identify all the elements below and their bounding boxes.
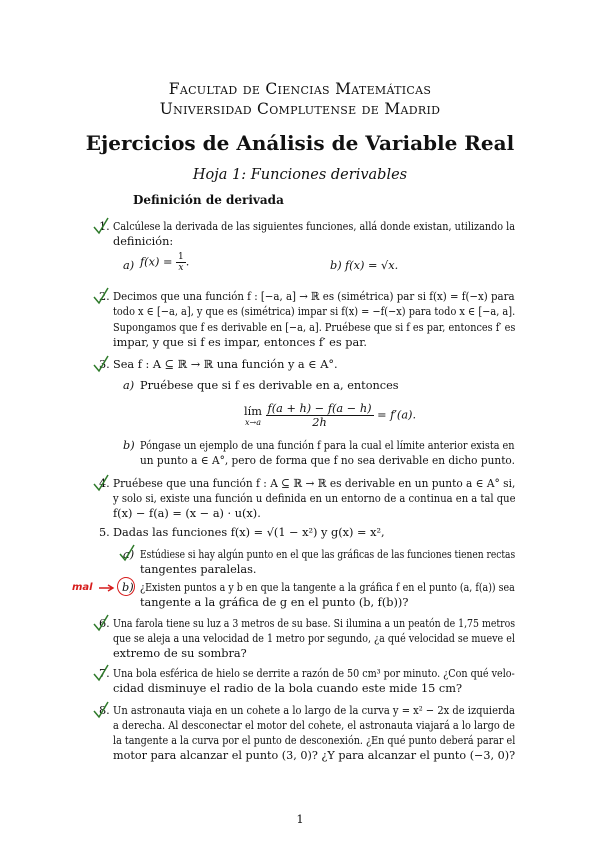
exercise-3-number: 3. bbox=[99, 358, 110, 371]
pencil-check-icon bbox=[92, 473, 112, 493]
exercise-8-line: motor para alcanzar el punto (3, 0)? ¿Y para alcanzar el punto (−3, 0)? bbox=[113, 749, 516, 762]
exercise-2-number: 2. bbox=[99, 290, 110, 303]
fraction-numerator: 1 bbox=[178, 252, 184, 262]
exercise-5b-line: ¿Existen puntos a y b en que la tangente a la gráfica f en el punto (a, f(a)) sea bbox=[140, 581, 515, 594]
limit-symbol: lím bbox=[244, 404, 262, 418]
item-label: b) bbox=[330, 259, 342, 272]
exercise-3b-line: Póngase un ejemplo de una función f para la cual el límite anterior exista en bbox=[140, 439, 515, 452]
document-title: Ejercicios de Análisis de Variable Real bbox=[85, 131, 515, 155]
exercise-3a-text: Pruébese que si f es derivable en a, entonces bbox=[140, 379, 399, 392]
limit-operator bbox=[244, 405, 262, 427]
item-label: a) bbox=[123, 259, 135, 272]
exercise-5a-line: Estúdiese si hay algún punto en el que las gráficas de las funciones tienen rectas bbox=[140, 548, 516, 561]
pencil-check-icon bbox=[92, 216, 112, 236]
exercise-1b-formula: f(x) = √x. bbox=[345, 259, 399, 272]
exercise-5a-line: tangentes paralelas. bbox=[140, 563, 257, 576]
exercise-2-line: todo x ∈ [−a, a], y que es (simétrica) impar si f(x) = −f(−x) para todo x ∈ [−a, a]. bbox=[113, 305, 516, 318]
pencil-check-icon bbox=[118, 543, 138, 563]
limit-rhs: = f′(a). bbox=[377, 408, 417, 422]
exercise-4-line: y solo si, existe una función u definida en un entorno de a continua en a tal que bbox=[113, 492, 516, 505]
exercise-7-line: cidad disminuye el radio de la bola cuando este mide 15 cm? bbox=[113, 682, 463, 695]
section-heading: Definición de derivada bbox=[133, 193, 284, 207]
exercise-6-line: que se aleja a una velocidad de 1 metro por segundo, ¿a qué velocidad se mueve el bbox=[113, 632, 515, 645]
handwritten-mal-note: mal bbox=[72, 582, 93, 593]
fraction-denominator: 2h bbox=[312, 416, 327, 429]
exercise-3-line: Sea f : A ⊆ ℝ → ℝ una función y a ∈ A°. bbox=[113, 358, 338, 371]
exercise-8-line: Un astronauta viaja en un cohete a lo largo de la curva y = x² − 2x de izquierda bbox=[113, 704, 515, 717]
sheet-subtitle: Hoja 1: Funciones derivables bbox=[192, 167, 408, 183]
exercise-3b-label: b) bbox=[123, 439, 135, 452]
exercise-2-line: Supongamos que f es derivable en [−a, a]. Pruébese que si f es par, entonces f′ es bbox=[113, 321, 516, 334]
exercise-6-line: Una farola tiene su luz a 3 metros de su base. Si ilumina a un peatón de 1,75 metros bbox=[113, 617, 516, 630]
university-name: Universidad Complutense de Madrid bbox=[159, 100, 441, 118]
exercise-7-number: 7. bbox=[99, 667, 110, 680]
pencil-check-icon bbox=[92, 354, 112, 374]
exercise-1b-label bbox=[330, 258, 342, 273]
fraction bbox=[176, 252, 186, 273]
exercise-8-line: a derecha. Al desconectar el motor del cohete, el astronauta viajará a lo largo de bbox=[113, 719, 515, 732]
exercise-1-number: 1. bbox=[99, 220, 110, 233]
exercise-1a-label bbox=[123, 258, 134, 273]
exercise-4-number: 4. bbox=[99, 477, 110, 490]
arrow-right-icon bbox=[98, 583, 116, 593]
pencil-check-icon bbox=[92, 700, 112, 720]
faculty-name: Facultad de Ciencias Matemáticas bbox=[168, 80, 432, 98]
exercise-8-number: 8. bbox=[99, 704, 110, 717]
pencil-check-icon bbox=[92, 663, 112, 683]
exercise-5b-label: b) bbox=[122, 581, 134, 594]
fraction-denominator: x bbox=[178, 263, 184, 273]
exercise-3b-line: un punto a ∈ A°, pero de forma que f no sea derivable en dicho punto. bbox=[140, 454, 515, 467]
pencil-check-icon bbox=[92, 613, 112, 633]
exercise-1-line: Calcúlese la derivada de las siguientes funciones, allá donde existan, utilizando la bbox=[113, 220, 515, 233]
exercise-6-line: extremo de su sombra? bbox=[113, 647, 247, 660]
exercise-3a-label: a) bbox=[123, 379, 135, 392]
formula-lhs: f(x) = bbox=[140, 255, 173, 269]
page-number: 1 bbox=[296, 812, 304, 826]
limit-subscript: x→a bbox=[244, 417, 261, 427]
limit-formula bbox=[244, 402, 416, 429]
exercise-4-line: Pruébese que una función f : A ⊆ ℝ → ℝ es derivable en un punto a ∈ A° si, bbox=[113, 477, 516, 490]
exercise-1-line: definición: bbox=[113, 235, 174, 248]
exercise-5-number: 5. bbox=[99, 526, 110, 539]
exercise-8-line: la tangente a la curva por el punto de desconexión. ¿En qué punto deberá parar el bbox=[113, 734, 516, 747]
limit-fraction bbox=[266, 402, 374, 429]
exercise-5b-line: tangente a la gráfica de g en el punto (b, f(b))? bbox=[140, 596, 409, 609]
exercise-6-number: 6. bbox=[99, 617, 110, 630]
fraction-numerator: f(a + h) − f(a − h) bbox=[267, 402, 372, 415]
exercise-2-line: Decimos que una función f : [−a, a] → ℝ es (simétrica) par si f(x) = f(−x) para bbox=[113, 290, 515, 303]
exercise-5-line: Dadas las funciones f(x) = √(1 − x²) y g(x) = x², bbox=[113, 526, 385, 539]
pencil-check-icon bbox=[92, 286, 112, 306]
exercise-2-line: impar, y que si f es impar, entonces f′ es par. bbox=[113, 336, 367, 349]
exercise-5a-label: a) bbox=[123, 548, 135, 561]
exercise-4-line: f(x) − f(a) = (x − a) · u(x). bbox=[113, 507, 261, 520]
exercise-1a-formula: f(x) = $\frac{1}{x}$ . bbox=[140, 252, 190, 273]
exercise-7-line: Una bola esférica de hielo se derrite a razón de 50 cm³ por minuto. ¿Con qué velo- bbox=[113, 667, 515, 680]
